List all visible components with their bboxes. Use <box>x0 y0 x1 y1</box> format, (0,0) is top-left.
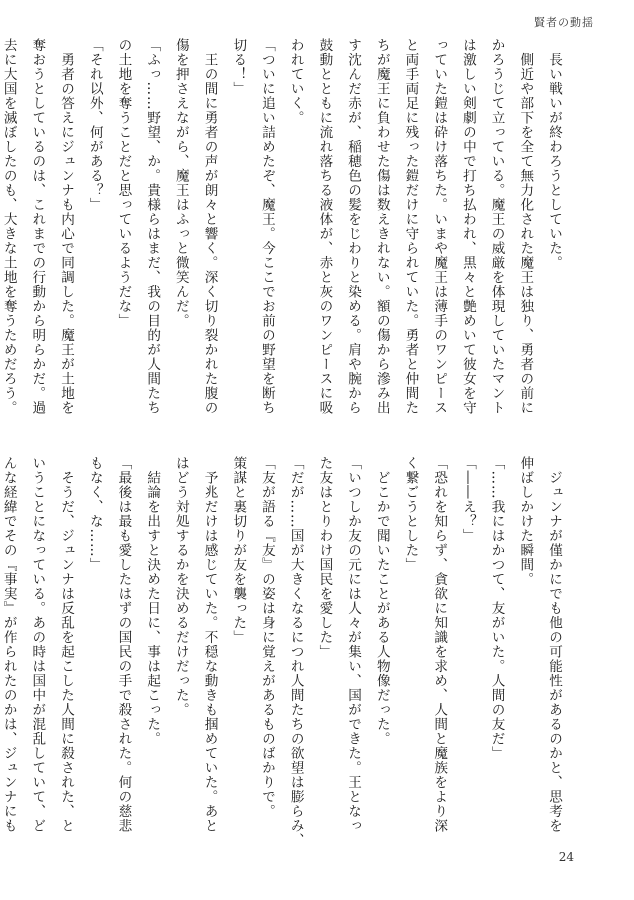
text-line: もなく、な……」 <box>86 456 103 572</box>
text-line: どこかで聞いたことがある人物像だった。 <box>373 456 390 746</box>
text-line: た友はとりわけ国民を愛した」 <box>316 456 333 659</box>
text-line: 去に大国を滅ぼしたのも、大きな土地を奪うためだろう。 <box>0 38 17 415</box>
text-line: 「ついに追い詰めたぞ、魔王。今ここでお前の野望を断ち <box>258 38 275 415</box>
text-line: 「……我にはかつて、友がいた。人間の友だ」 <box>488 456 505 761</box>
text-line: 「最後は最も愛したはずの国民の手で殺された。何の慈悲 <box>115 456 132 833</box>
text-line: っていた鎧は砕け落ちた。いまや魔王は薄手のワンピース <box>431 38 448 415</box>
text-line: そうだ、ジュンナは反乱を起こした人間に殺された、と <box>58 456 75 833</box>
text-line: と両手両足に残った鎧だけに守られていた。勇者と仲間た <box>402 38 419 415</box>
text-line: 「いつしか友の元には人々が集い、国ができた。王となっ <box>345 456 362 833</box>
text-line: 長い戦いが終わろうとしていた。 <box>546 38 562 270</box>
text-line: 「友が語る『友』の姿は身に覚えがあるものばかりで。 <box>258 456 275 819</box>
text-line: 「それ以外、何がある？」 <box>86 38 103 212</box>
text-line: く繋ごうとした」 <box>402 456 419 572</box>
text-line: 側近や部下を全て無力化された魔王は独り、勇者の前に <box>517 38 534 415</box>
text-line: 鼓動とともに流れ落ちる液体が、赤と灰のワンピースに吸 <box>316 38 333 415</box>
text-line: 「恐れを知らず、貪欲に知識を求め、人間と魔族をより深 <box>431 456 448 833</box>
text-line: 伸ばしかけた瞬間。 <box>517 456 534 587</box>
running-title: 賢者の動揺 <box>534 16 594 29</box>
text-line: す沈んだ赤が、稲穂色の髪をじわりと染める。肩や腕から <box>345 38 362 415</box>
text-line: 策謀と裏切りが友を襲った」 <box>230 456 247 645</box>
text-line: 勇者の答えにジュンナも内心で同調した。魔王が土地を <box>58 38 75 415</box>
upper-text-block <box>0 38 568 428</box>
text-line: 切る！」 <box>230 38 247 96</box>
text-line: 「――え？」 <box>459 456 476 543</box>
text-line: 王の間に勇者の声が朗々と響く。深く切り裂かれた腹の <box>201 38 218 415</box>
text-line: 結論を出すと決めた日に、事は起こった。 <box>144 456 161 746</box>
text-line: 予兆だけは感じていた。不穏な動きも掴めていた。あと <box>201 456 218 833</box>
text-line: は激しい剣劇の中で打ち払われ、黒々と艶めいて彼女を守 <box>459 38 476 415</box>
text-line: ちが魔王に負わせた傷は数えきれない。額の傷から滲み出 <box>373 38 390 415</box>
lower-text-block <box>0 456 568 851</box>
text-line: 「ふっ……野望、か。貴様らはまだ、我の目的が人間たち <box>144 38 161 415</box>
text-line: んな経緯でその『事実』が作られたのかは、ジュンナにも <box>0 456 17 833</box>
page-number: 24 <box>558 850 574 864</box>
text-line: ジュンナが僅かにでも他の可能性があるのかと、思考を <box>546 456 562 833</box>
text-line: の土地を奪うことだと思っているようだな」 <box>115 38 132 328</box>
text-line: 「だが……国が大きくなるにつれ人間たちの欲望は膨らみ、 <box>287 456 304 848</box>
text-line: 奪おうとしているのは、これまでの行動から明らかだ。過 <box>29 38 46 415</box>
text-line: かろうじて立っている。魔王の威厳を体現していたマント <box>488 38 505 415</box>
text-line: 傷を押さえながら、魔王はふっと微笑んだ。 <box>172 38 189 328</box>
text-line: はどう対処するかを決めるだけだった。 <box>172 456 189 717</box>
text-line: われていく。 <box>287 38 304 125</box>
text-line: いうことになっている。あの時は国中が混乱していて、ど <box>29 456 46 833</box>
